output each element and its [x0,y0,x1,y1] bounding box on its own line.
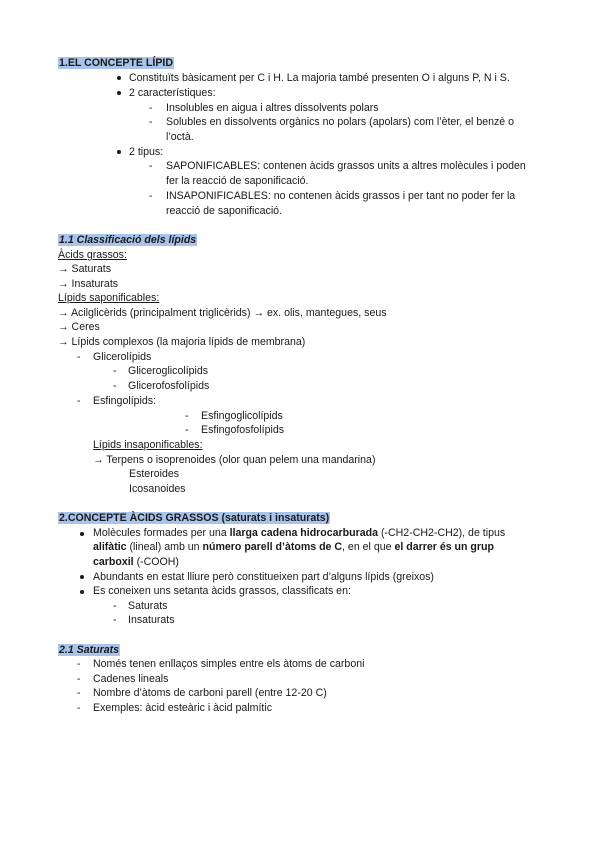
dash-marker: - [77,702,81,714]
list-item: Es coneixen uns setanta àcids grassos, classificats en: [93,585,351,597]
bullet-dot [80,590,84,594]
list-item: 2 característiques: [129,87,216,99]
list-item: → Ceres [58,321,100,333]
list-item: → Terpens o isoprenoides (olor quan pelem una mandarina) [93,454,376,466]
dash-marker: - [77,658,81,670]
list-item: Abundants en estat lliure però constitueixen part d’alguns lípids (greixos) [93,571,434,583]
list-item: → Insaturats [58,278,119,290]
dash-marker: - [149,190,153,202]
list-item: SAPONIFICABLES: contenen àcids grassos units a altres molècules i poden [166,160,526,172]
dash-marker: - [113,365,117,377]
list-item-continuation: alifàtic (lineal) amb un número parell d’àtoms de C, en el que el darrer és un grup [93,541,494,553]
dash-marker: - [113,614,117,626]
dash-marker: - [149,160,153,172]
dash-marker: - [149,102,153,114]
list-item-continuation: reacció de saponificació. [166,205,283,217]
list-item: Cadenes lineals [93,673,169,685]
dash-marker: - [149,116,153,128]
list-item: Esteroides [129,468,180,480]
list-item: Icosanoides [129,483,186,495]
list-item: INSAPONIFICABLES: no contenen àcids grassos i per tant no poder fer la [166,190,516,202]
bullet-dot [117,150,121,154]
list-item: Saturats [128,600,168,612]
section-1-heading: 1.EL CONCEPTE LÍPID [59,57,174,69]
dash-marker: - [113,380,117,392]
list-item: Insolubles en aigua i altres dissolvents polars [166,102,379,114]
list-item: Esfingolípids: [93,395,157,407]
list-item: Només tenen enllaços simples entre els àtoms de carboni [93,658,365,670]
list-item: Nombre d’àtoms de carboni parell (entre 12-20 C) [93,687,327,699]
dash-marker: - [77,673,81,685]
list-item: Gliceroglicolípids [128,365,209,377]
subheading-acids: Àcids grassos: [58,249,127,261]
list-item: → Lípids complexos (la majoria lípids de membrana) [58,336,306,348]
list-item: Exemples: àcid esteàric i àcid palmític [93,702,272,714]
dash-marker: - [77,687,81,699]
list-item: Solubles en dissolvents orgànics no polars (apolars) com l’èter, el benzè o [166,116,515,128]
list-item: Glicerolípids [93,351,152,363]
section-1-1-heading: 1.1 Classificació dels lípids [59,234,197,246]
subheading-insaponificables: Lípids insaponificables: [93,439,203,451]
bullet-dot [117,91,121,95]
list-item: → Acilglicèrids (principalment triglicèrids) → ex. olis, mantegues, seus [58,307,387,319]
bullet-dot [80,575,84,579]
list-item: Molècules formades per una llarga cadena hidrocarburada (-CH2-CH2-CH2), de tipus [93,527,506,539]
dash-marker: - [185,410,189,422]
list-item-continuation: fer la reacció de saponificació. [166,175,309,187]
list-item: Constituïts bàsicament per C i H. La majoria també presenten O i alguns P, N i S. [129,72,510,84]
list-item: 2 tipus: [129,146,164,158]
list-item: Glicerofosfolípids [128,380,210,392]
bullet-dot [117,76,121,80]
list-item: Insaturats [128,614,175,626]
list-item-continuation: l’octà. [166,131,194,143]
list-item: Esfingofosfolípids [201,424,285,436]
list-item: → Saturats [58,263,111,275]
section-2-1-heading: 2.1 Saturats [59,644,120,656]
dash-marker: - [77,395,81,407]
dash-marker: - [77,351,81,363]
section-2-heading: 2.CONCEPTE ÀCIDS GRASSOS (saturats i insaturats) [59,512,330,524]
bullet-dot [80,532,84,536]
dash-marker: - [185,424,189,436]
subheading-saponificables: Lípids saponificables: [58,292,160,304]
list-item-continuation: carboxil (-COOH) [93,556,179,568]
list-item: Esfingoglicolípids [201,410,283,422]
dash-marker: - [113,600,117,612]
